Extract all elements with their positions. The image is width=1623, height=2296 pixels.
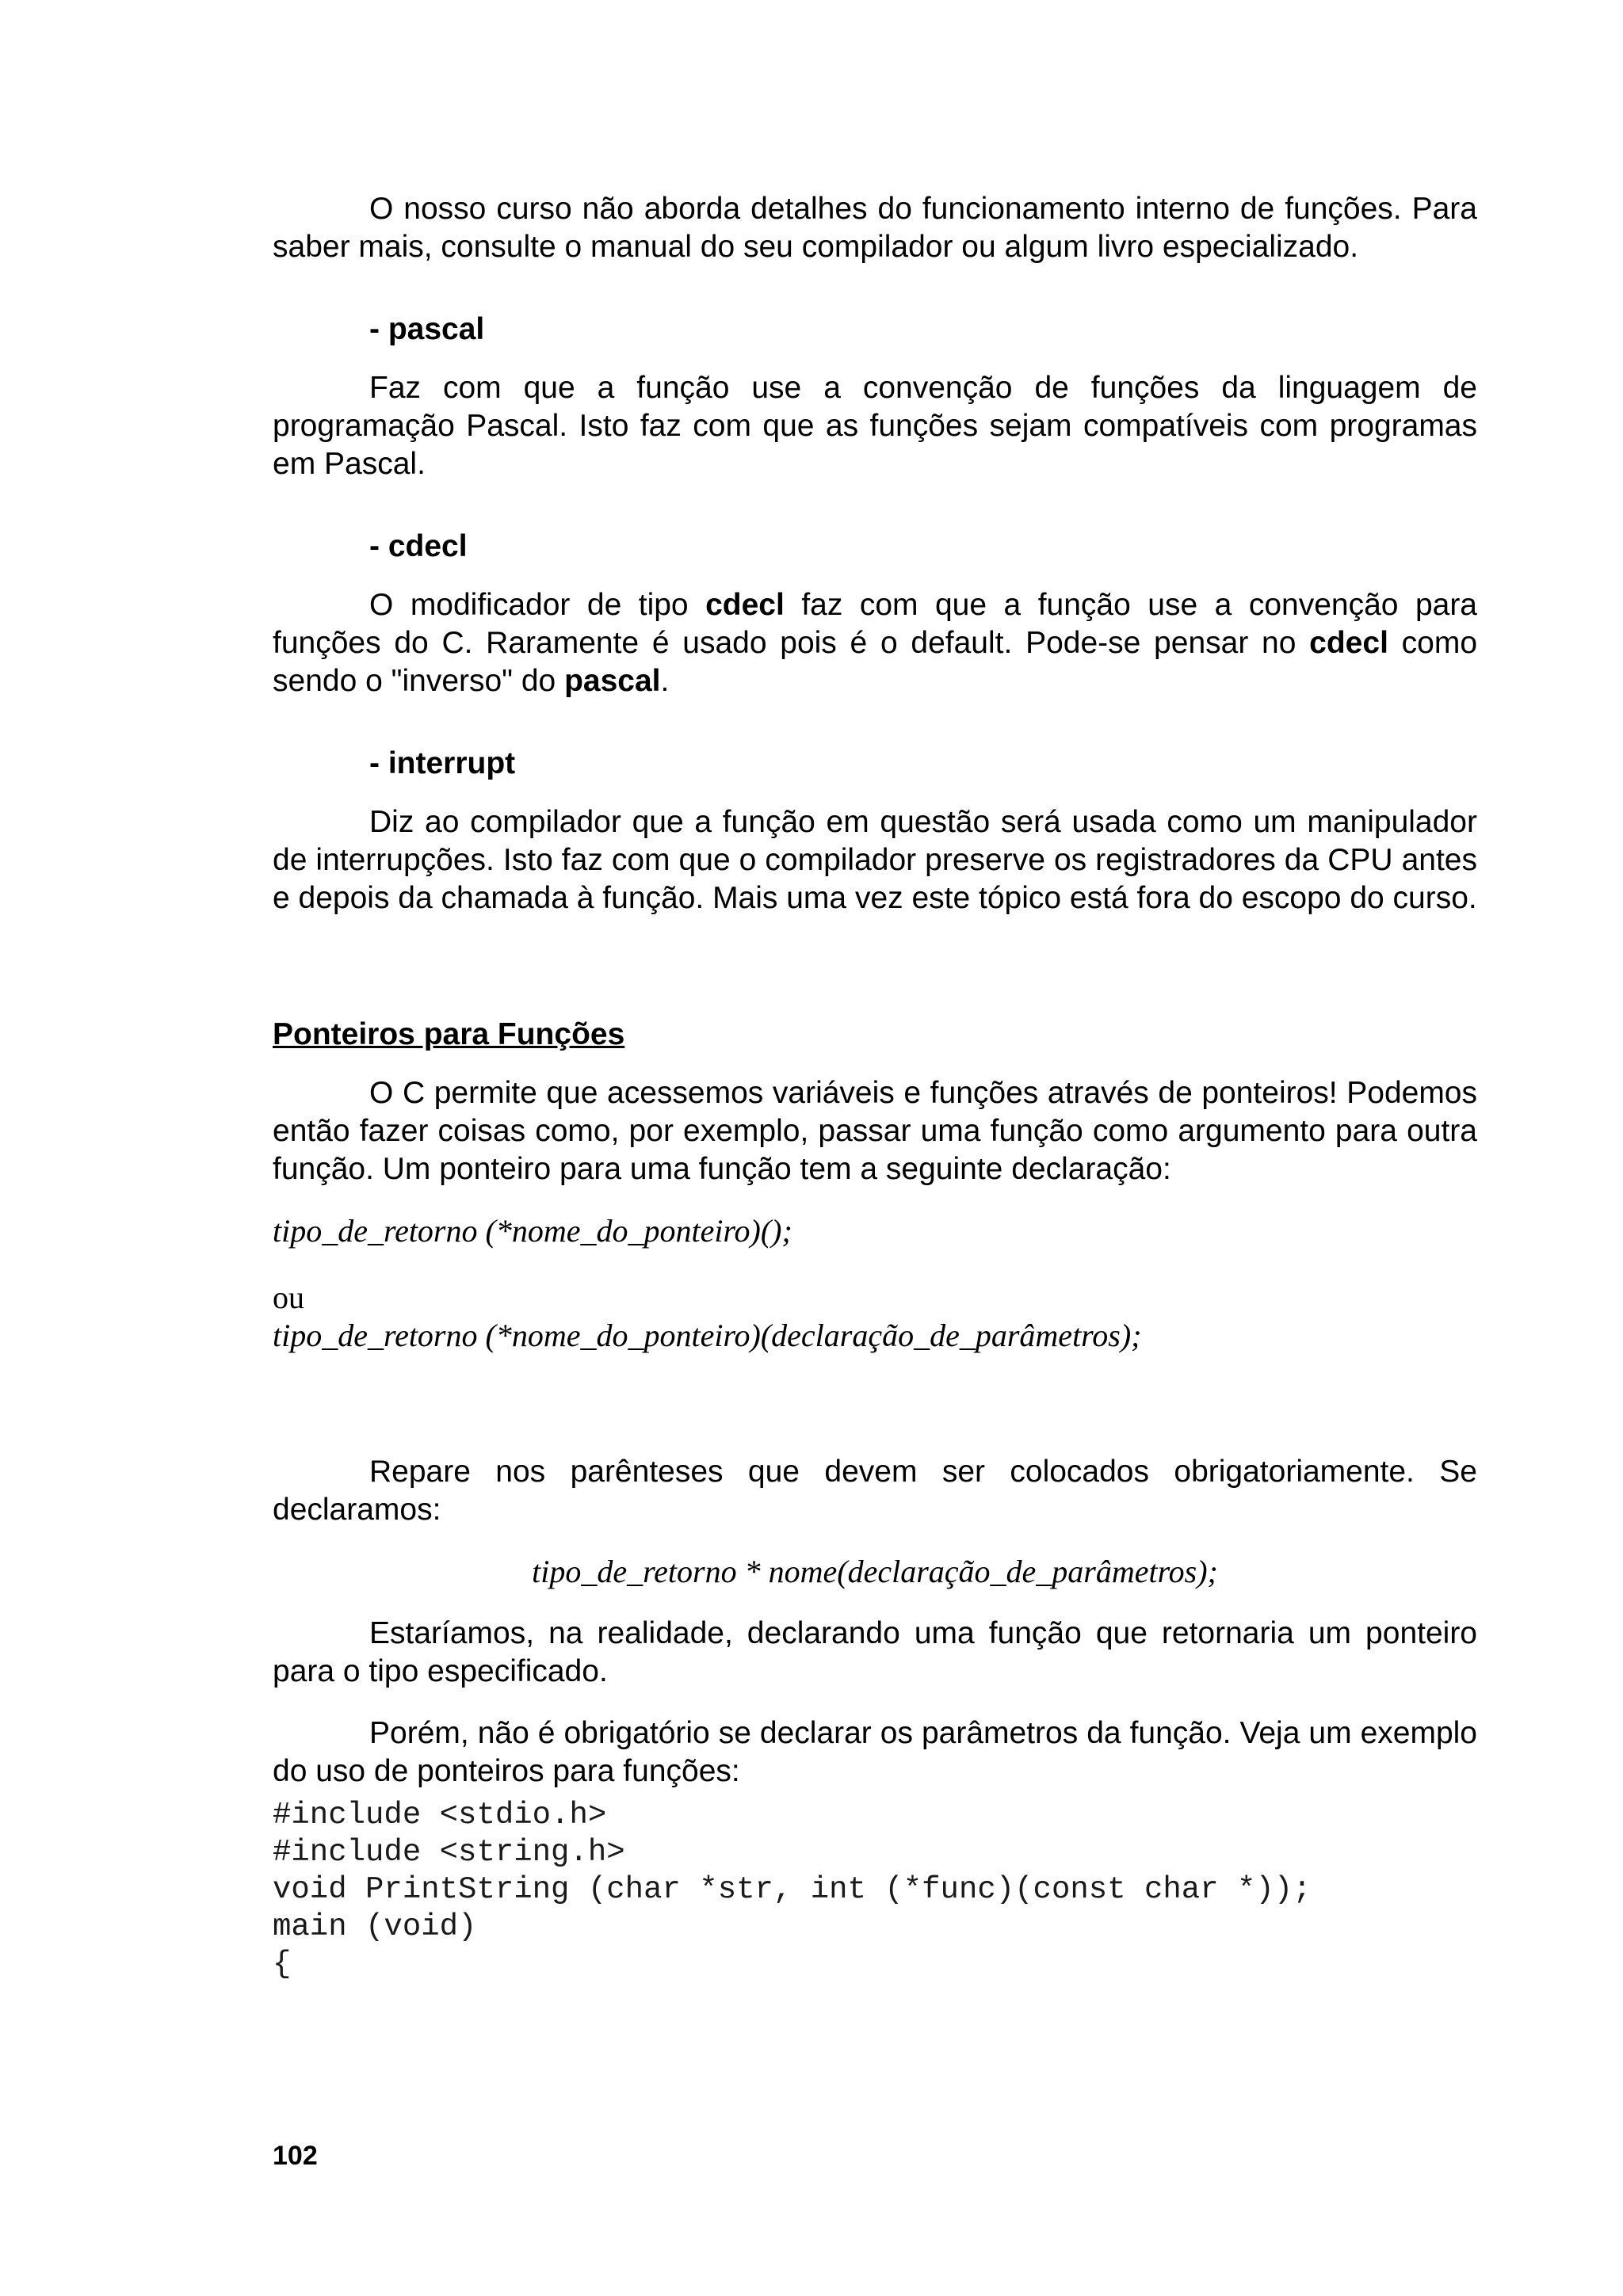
or-word: ou [273,1280,304,1315]
repare-paragraph: Repare nos parênteses que devem ser colocados obrigatoriamente. Se declaramos: [273,1455,1477,1527]
cdecl-text-2: faz com que a função use a convenção para funções do C. Raramente é usado pois é o default. Pode-se pensar no [273,588,1477,660]
code-line: #include <stdio.h> [273,1798,607,1833]
code-line: #include <string.h> [273,1835,625,1870]
page-number: 102 [273,2141,318,2171]
declaration-example-1: tipo_de_retorno (*nome_do_ponteiro)(); [273,1213,792,1249]
cdecl-paragraph [273,586,1477,700]
declaration-example-3: tipo_de_retorno * nome(declaração_de_parâmetros); [532,1554,1218,1589]
interrupt-paragraph: Diz ao compilador que a função em questão será usada como um manipulador de interrupções. Isto faz com que o compilador preserve os registradores da CPU antes e depois da chamada à função. Mais uma vez este tópico está fora do escopo do curso. [273,805,1477,915]
cdecl-keyword: cdecl [705,588,785,622]
interrupt-heading: - interrupt [369,746,516,780]
code-line: { [273,1947,292,1981]
code-line: void PrintString (char *str, int (*func)(const char *)); [273,1872,1312,1907]
section-title: Ponteiros para Funções [273,1017,625,1051]
porem-paragraph: Porém, não é obrigatório se declarar os parâmetros da função. Veja um exemplo do uso de ponteiros para funções: [273,1716,1477,1788]
code-block [273,1797,1477,1983]
pointers-intro-paragraph: O C permite que acessemos variáveis e funções através de ponteiros! Podemos então fazer coisas como, por exemplo, passar uma função como argumento para outra função. Um ponteiro para uma função tem a seguinte declaração: [273,1076,1477,1186]
cdecl-heading: - cdecl [369,529,468,563]
pascal-keyword: pascal [564,664,661,698]
declaration-example-2: tipo_de_retorno (*nome_do_ponteiro)(declaração_de_parâmetros); [273,1318,1142,1353]
pascal-paragraph: Faz com que a função use a convenção de funções da linguagem de programação Pascal. Isto faz com que as funções sejam compatíveis com programas em Pascal. [273,371,1477,481]
cdecl-text-1: O modificador de tipo [369,588,706,622]
document-page [273,190,1477,1983]
code-line: main (void) [273,1909,477,1944]
cdecl-keyword: cdecl [1309,626,1388,660]
pascal-heading: - pascal [369,312,485,346]
estariamos-paragraph: Estaríamos, na realidade, declarando uma função que retornaria um ponteiro para o tipo especificado. [273,1616,1477,1688]
cdecl-text-4: . [660,664,670,698]
intro-paragraph: O nosso curso não aborda detalhes do funcionamento interno de funções. Para saber mais, consulte o manual do seu compilador ou algum livro especializado. [273,192,1477,264]
cdecl-text-3: como sendo o "inverso" do [273,626,1478,698]
